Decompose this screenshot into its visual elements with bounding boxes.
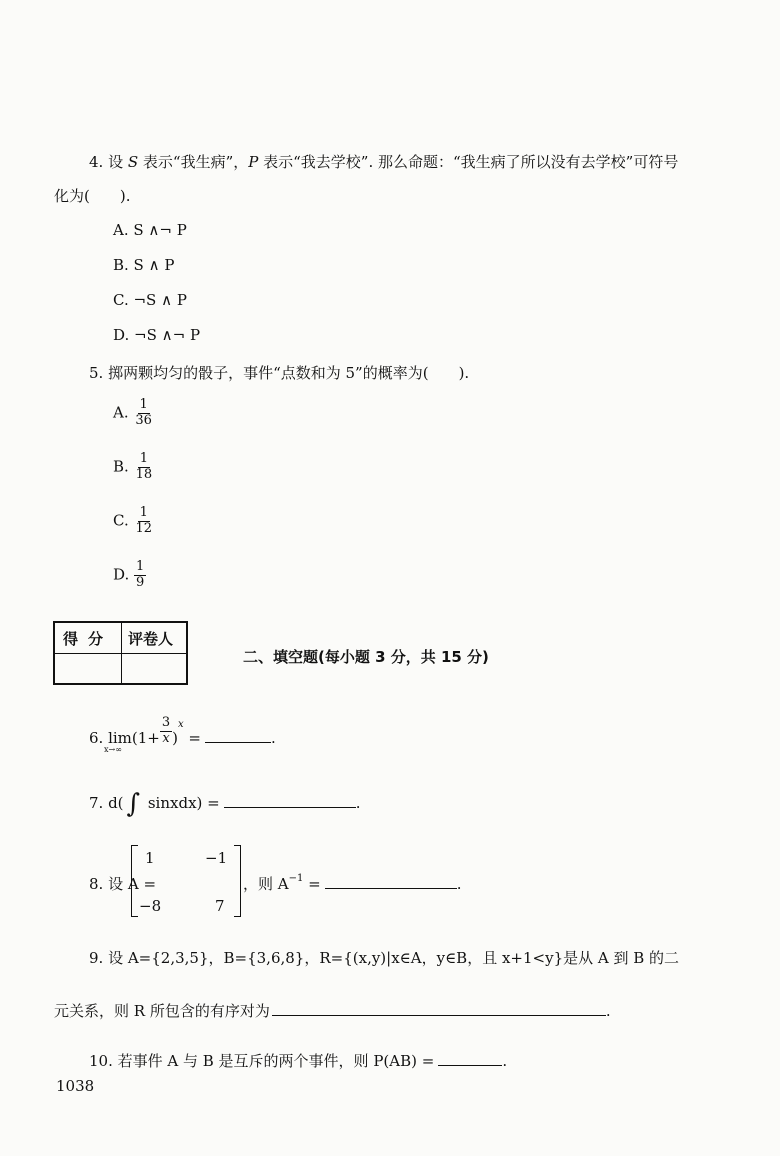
q9-line2: 元关系，则 R 所包含的有序对为 . bbox=[54, 1002, 611, 1020]
fraction: $\frac{3}{x}$ bbox=[161, 715, 171, 746]
q4-option-b: B. S ∧ P bbox=[113, 256, 175, 274]
score-header: 得分 bbox=[63, 630, 114, 648]
q4-option-a: A. S ∧¬ P bbox=[113, 221, 187, 239]
section-title: 二、填空题(每小题 3 分，共 15 分) bbox=[243, 648, 489, 666]
page-number: 1038 bbox=[56, 1077, 95, 1095]
answer-blank[interactable] bbox=[224, 793, 356, 808]
q4-option-c: C. ¬S ∧ P bbox=[113, 291, 187, 309]
q4-line1: 4. 设 S 表示“我生病”，P 表示“我去学校”. 那么命题：“我生病了所以没有去学校”可符号 bbox=[89, 153, 679, 171]
q9-line1: 9. 设 A={2,3,5}，B={3,6,8}，R={(x,y)|x∈A，y∈B，且 x+1<y}是从 A 到 B 的二 bbox=[89, 949, 680, 967]
grader-header: 评卷人 bbox=[128, 630, 174, 648]
q5-stem: 5. 掷两颗均匀的骰子，事件“点数和为 5”的概率为( ). bbox=[89, 364, 470, 382]
q10: 10. 若事件 A 与 B 是互斥的两个事件，则 P(AB) = . bbox=[89, 1052, 508, 1070]
q5-option-a: A. $\frac{1}{36}$ bbox=[113, 397, 152, 428]
fraction: $\frac{1}{9}$ bbox=[136, 559, 145, 590]
q4-option-d: D. ¬S ∧¬ P bbox=[113, 326, 201, 344]
answer-blank[interactable] bbox=[325, 874, 457, 889]
q6: 6. lim(1+ $\frac{3}{x}$ )$^x$ = . x→∞ bbox=[89, 715, 276, 754]
fraction: $\frac{1}{36}$ bbox=[135, 397, 152, 428]
integral-sign: ∫ bbox=[126, 789, 141, 819]
q5-option-b: B. $\frac{1}{18}$ bbox=[113, 451, 153, 482]
fraction: $\frac{1}{18}$ bbox=[135, 451, 153, 482]
fraction: $\frac{1}{12}$ bbox=[135, 505, 153, 536]
score-table bbox=[53, 621, 188, 685]
q7: 7. d( ∫ sinxdx) = . bbox=[89, 789, 361, 819]
q4-line2: 化为( ). bbox=[54, 187, 131, 205]
q5-option-d: D. $\frac{1}{9}$ bbox=[113, 559, 145, 590]
matrix: 1 −1 −8 7 bbox=[131, 845, 241, 917]
answer-blank[interactable] bbox=[205, 728, 271, 743]
answer-blank[interactable] bbox=[438, 1051, 502, 1066]
q5-option-c: C. $\frac{1}{12}$ bbox=[113, 505, 153, 536]
q8-label: 8. 设 A = bbox=[89, 875, 157, 893]
answer-blank[interactable] bbox=[272, 1001, 606, 1016]
q8-suffix: ，则 $A^{-1}$ = . bbox=[243, 873, 462, 893]
